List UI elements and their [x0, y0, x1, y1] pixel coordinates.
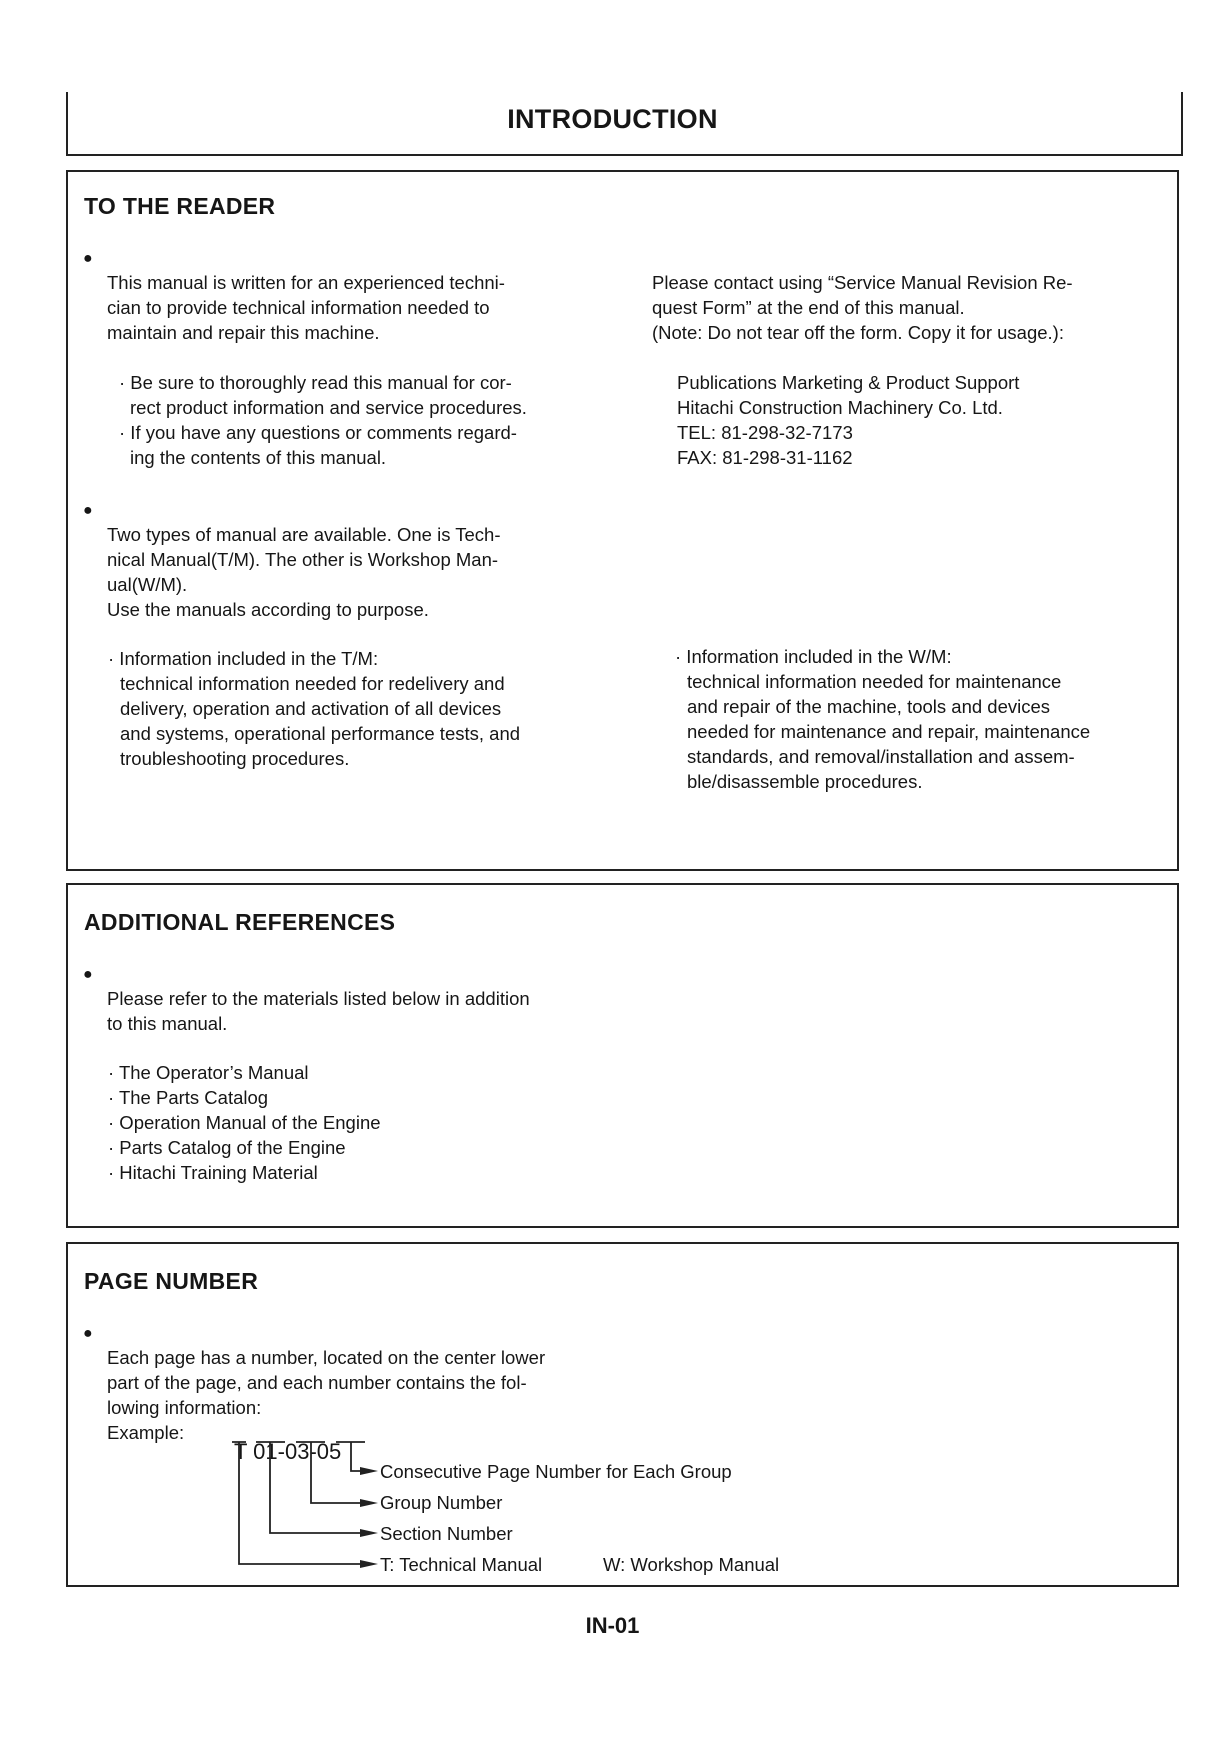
code-separator: - [277, 1439, 285, 1464]
references-title: ADDITIONAL REFERENCES [84, 909, 396, 935]
reader-notes: · Be sure to thoroughly read this manual for cor- rect product information and service procedures. · If you have any questions or comments regard- ing the contents of this manual. [119, 372, 527, 468]
reader-paragraph-2: Two types of manual are available. One is Tech- nical Manual(T/M). The other is Workshop Man- ual(W/M). Use the manuals according to purpose. [107, 524, 501, 620]
bullet-icon: ● [83, 1325, 93, 1342]
list-item: · Operation Manual of the Engine [108, 1112, 381, 1133]
bracket-page [336, 1442, 365, 1471]
arrow-icon [360, 1499, 378, 1507]
list-item: · Parts Catalog of the Engine [108, 1137, 346, 1158]
tm-information: · Information included in the T/M: technical information needed for redelivery and delivery, operation and activation of all devices and systems, operational performance tests, and troubleshooting procedures. [108, 648, 521, 769]
code-section: 01 [253, 1439, 278, 1464]
wm-information: · Information included in the W/M: technical information needed for maintenance and repair of the machine, tools and devices needed for maintenance and repair, maintenance standards, and removal/installation and assem- ble/disassemble procedures. [675, 646, 1091, 792]
page-number-title: PAGE NUMBER [84, 1268, 259, 1294]
legend-workshop: W: Workshop Manual [603, 1554, 780, 1575]
arrow-icon [360, 1529, 378, 1537]
list-item: · The Parts Catalog [108, 1087, 269, 1108]
code-type: T [234, 1439, 248, 1464]
code-page: 05 [316, 1439, 342, 1464]
contact-paragraph: Please contact using “Service Manual Revision Re- quest Form” at the end of this manual. (Note: Do not tear off the form. Copy it for usage.): [652, 272, 1073, 343]
page-number: IN-01 [585, 1613, 640, 1638]
page-number-intro: Each page has a number, located on the center lower part of the page, and each number contains the fol- lowing information: [107, 1347, 546, 1418]
arrow-icon [360, 1467, 378, 1475]
bracket-section [256, 1442, 360, 1533]
code-group: 03 [284, 1439, 310, 1464]
legend-group: Group Number [380, 1492, 503, 1513]
example-label: Example: [107, 1422, 185, 1443]
bullet-icon: ● [83, 966, 93, 983]
list-item: · The Operator’s Manual [108, 1062, 309, 1083]
legend-consecutive: Consecutive Page Number for Each Group [380, 1461, 732, 1482]
bullet-icon: ● [83, 250, 93, 267]
list-item: · Hitachi Training Material [108, 1162, 318, 1183]
arrow-icon [360, 1560, 378, 1568]
references-intro: Please refer to the materials listed below in addition to this manual. [107, 988, 530, 1034]
bullet-icon: ● [83, 502, 93, 519]
legend-section: Section Number [380, 1523, 513, 1544]
code-separator: - [309, 1439, 317, 1464]
contact-address: Publications Marketing & Product Support Hitachi Construction Machinery Co. Ltd. TEL: 81-298-32-7173 FAX: 81-298-31-1162 [677, 372, 1020, 468]
reader-title: TO THE READER [84, 193, 276, 219]
reader-paragraph-1: This manual is written for an experienced techni- cian to provide technical information needed to maintain and repair this machine. [107, 272, 505, 343]
legend-technical: T: Technical Manual [380, 1554, 543, 1575]
page-title: INTRODUCTION [507, 104, 718, 134]
